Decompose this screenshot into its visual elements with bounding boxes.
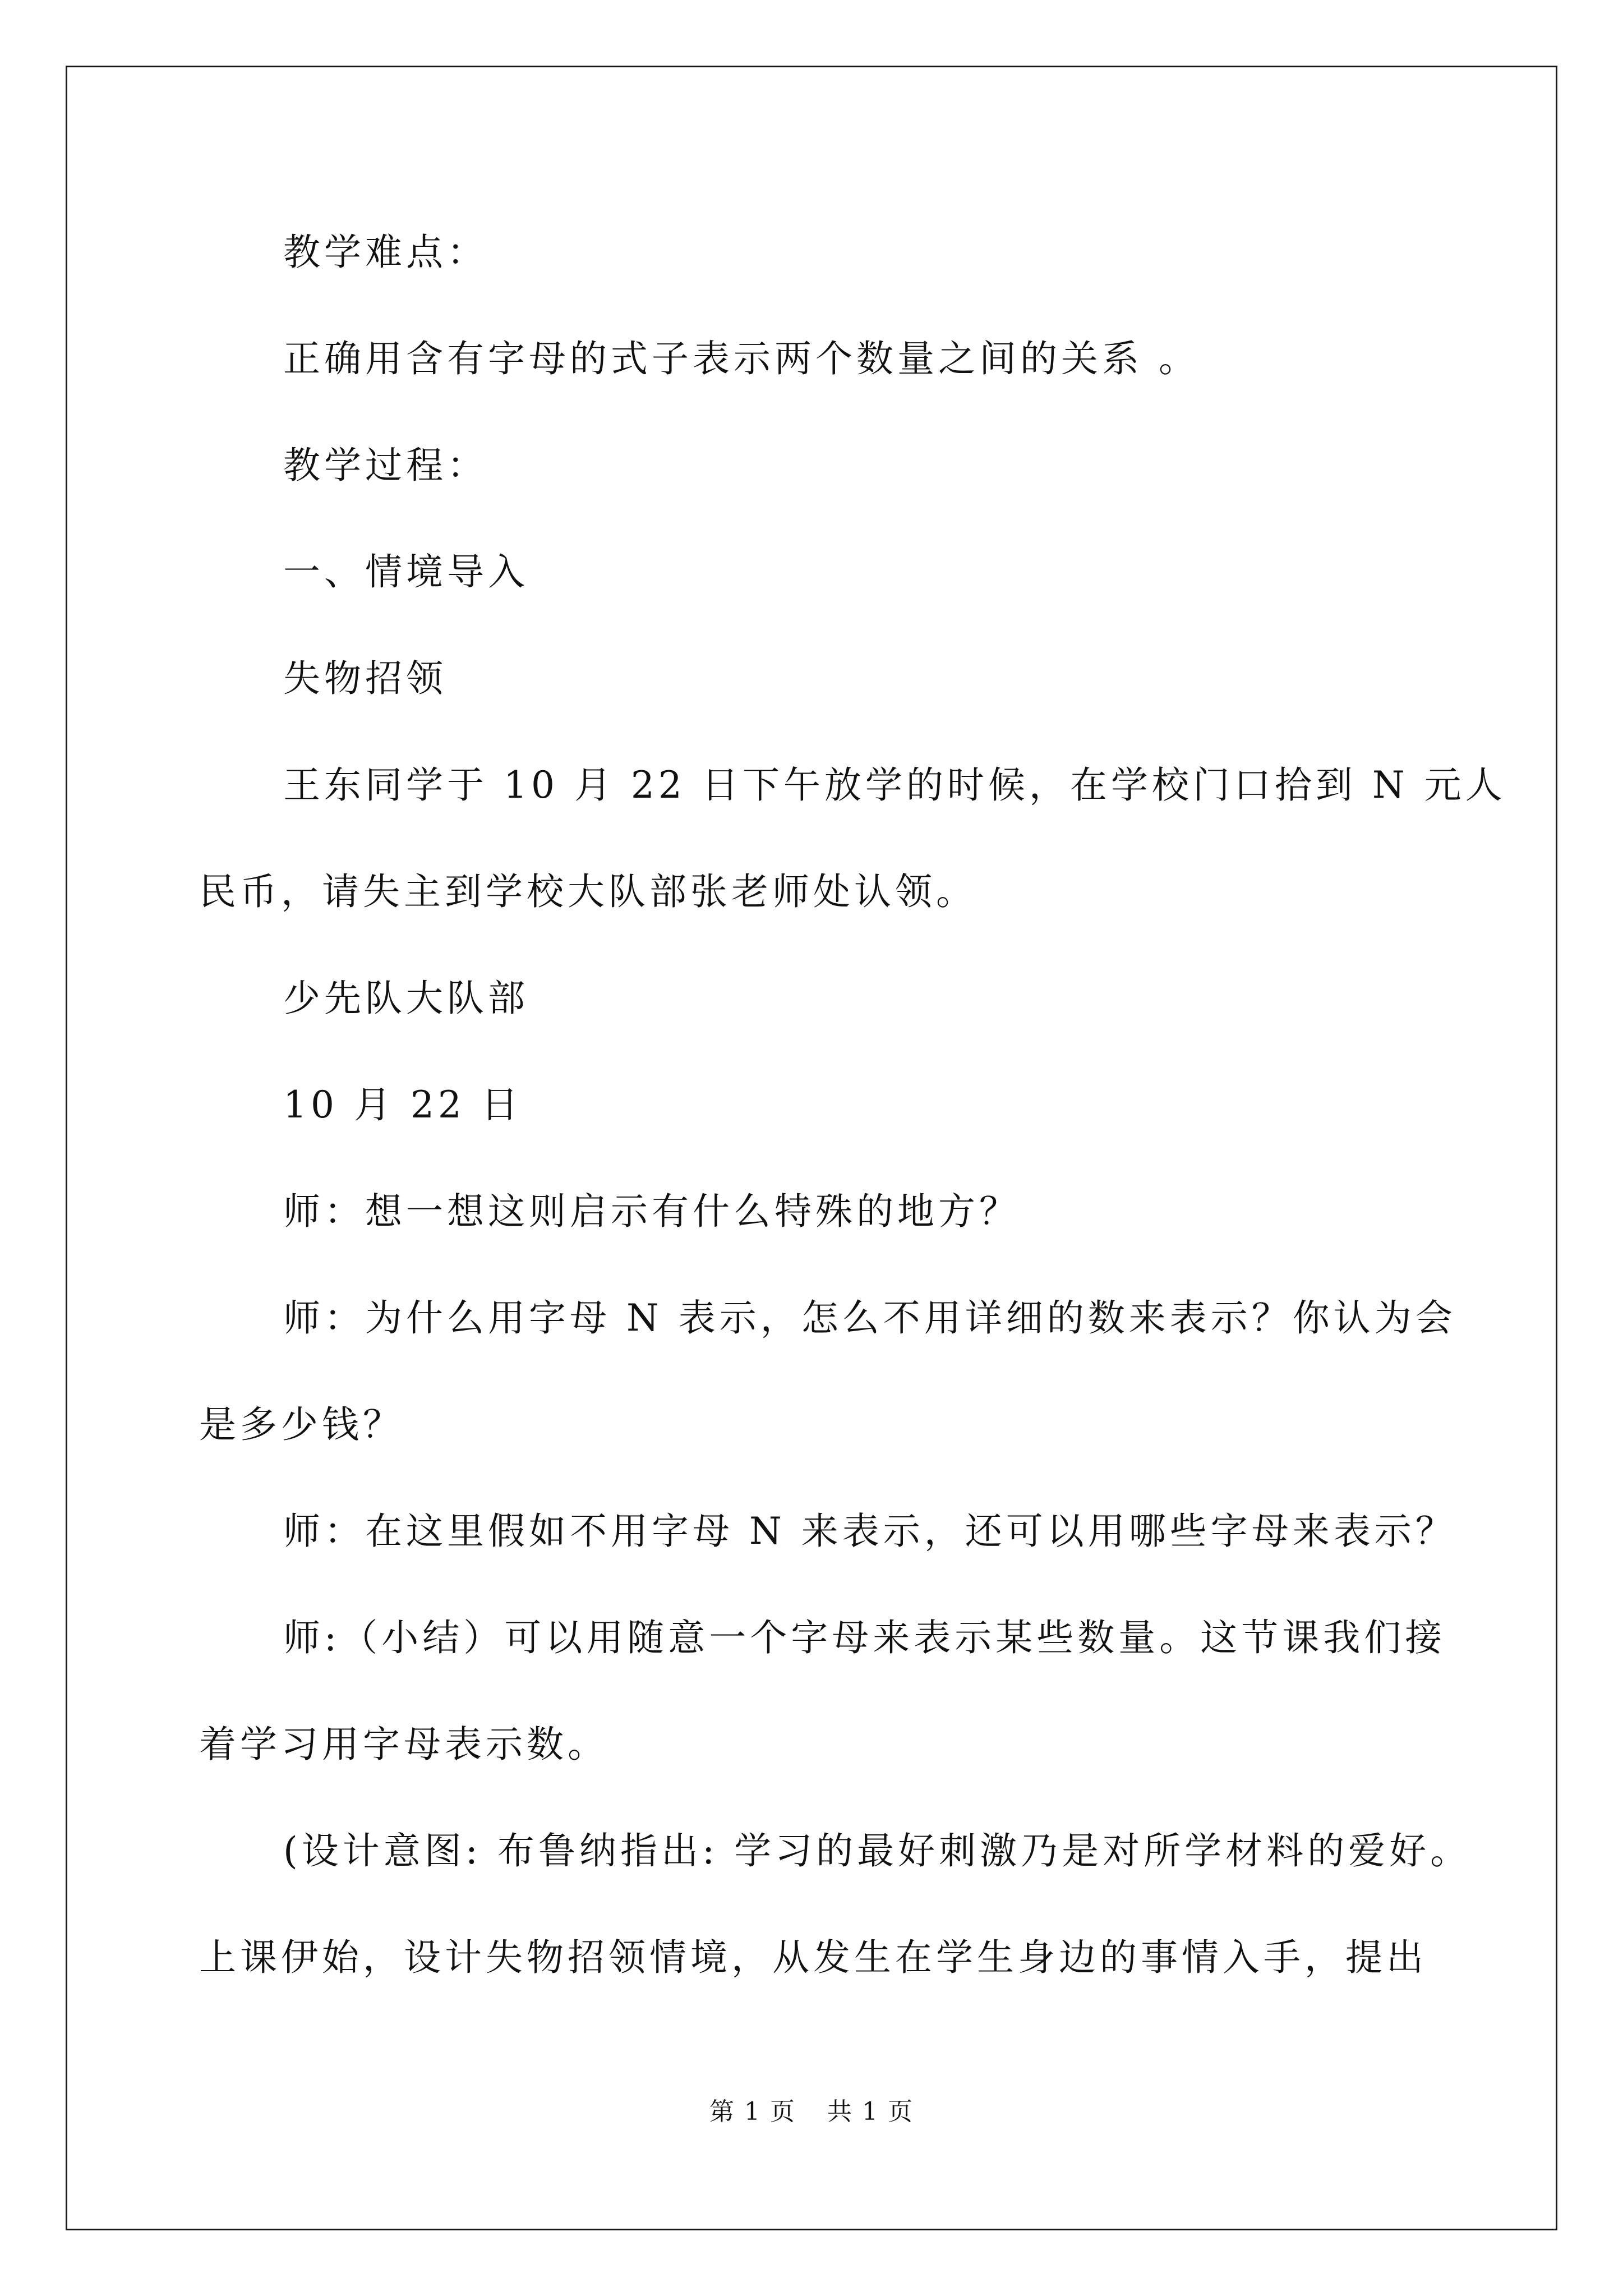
- page-total: 共 1 页: [827, 2097, 914, 2126]
- text-line: 教学过程：: [283, 444, 488, 487]
- text-line: 师：想一想这则启示有什么特殊的地方？: [283, 1190, 1020, 1233]
- paragraph-teacher-question-3: [199, 1478, 1456, 1585]
- text-line: 失物招领: [283, 657, 447, 700]
- page-footer: [0, 2091, 1623, 2127]
- text-line: 上课伊始，设计失物招领情境，从发生在学生身边的事情入手，提出: [199, 1936, 1427, 1979]
- paragraph-section-one: [199, 519, 1433, 625]
- page-number: 第 1 页: [709, 2097, 796, 2126]
- paragraph-notice-title: [199, 625, 1433, 732]
- text-line: 王东同学于 10 月 22 日下午放学的时候，在学校门口拾到 N 元人: [283, 763, 1506, 807]
- paragraph-notice-signer: [199, 945, 1433, 1052]
- paragraph-process-heading: [199, 412, 1433, 519]
- paragraph-difficulty-content: [199, 306, 1433, 412]
- paragraph-design-intent: [199, 1798, 1472, 2011]
- text-line: 少先队大队部: [283, 977, 529, 1020]
- text-line: 师：为什么用字母 N 表示，怎么不用详细的数来表示？你认为会: [283, 1296, 1456, 1340]
- paragraph-notice-date: [199, 1052, 1433, 1158]
- text-line: 教学难点：: [283, 231, 488, 274]
- paragraph-teacher-question-2: [199, 1265, 1456, 1478]
- paragraph-teacher-question-1: [199, 1158, 1433, 1265]
- text-line: 民币，请失主到学校大队部张老师处认领。: [199, 870, 977, 913]
- paragraph-teacher-summary: [199, 1585, 1446, 1798]
- text-line: 是多少钱？: [199, 1403, 404, 1446]
- text-line: 正确用含有字母的式子表示两个数量之间的关系 。: [283, 337, 1200, 380]
- paragraph-notice-body: [199, 732, 1506, 945]
- text-line: 师:（小结）可以用随意一个字母来表示某些数量。这节课我们接: [283, 1616, 1446, 1659]
- text-line: 10 月 22 日: [283, 1083, 522, 1126]
- text-line: 师：在这里假如不用字母 N 来表示，还可以用哪些字母来表示？: [283, 1510, 1456, 1553]
- document-body: [199, 199, 1506, 2011]
- paragraph-difficulty-heading: [199, 199, 1433, 306]
- text-line: 着学习用字母表示数。: [199, 1723, 608, 1766]
- text-line: (设计意图: 布鲁纳指出: 学习的最好刺激乃是对所学材料的爱好。: [283, 1829, 1472, 1872]
- text-line: 一、情境导入: [283, 550, 529, 593]
